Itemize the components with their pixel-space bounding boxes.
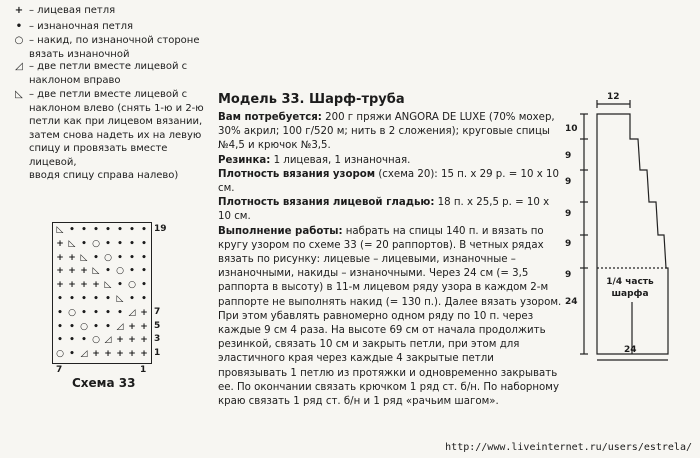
pattern-height-label: 10 [565,124,578,134]
scheme-cell: + [116,335,124,346]
scheme-cell: ◺ [68,238,76,249]
scheme-cell: • [105,294,111,304]
model-title: Модель 33. Шарф-труба [218,92,405,107]
scheme-row-number: 3 [154,334,161,345]
scheme-cell: • [141,225,147,235]
scheme-cell: • [129,252,135,263]
scheme-cell: + [140,349,148,360]
scheme-cell: • [117,252,123,263]
work-label: Выполнение работы: [218,225,343,237]
model-description [218,111,563,409]
scheme-cell: ◺ [104,280,112,291]
scheme-cell: ○ [80,321,88,332]
scheme-cell: + [56,280,64,291]
scheme-cell: • [105,238,111,249]
scheme-cell: • [57,294,63,304]
scheme-cell: • [69,335,75,346]
scheme-cell: + [68,280,76,291]
pattern-height-label: 9 [565,177,572,187]
density-pattern-text: (схема 20): 15 п. х 29 р. = 10 х 10 см. [218,168,559,195]
scheme-cell: • [81,335,87,346]
legend-text: – накид, по изнаночной стороне вязать изнаночной [29,35,200,60]
scheme-cell: • [93,307,99,318]
dot-icon: • [15,21,23,32]
scheme-row-number: 5 [154,320,161,331]
scheme-bottom-left: 7 [56,365,63,375]
scheme-cell: + [56,252,64,263]
scheme-cell: • [105,321,111,332]
scheme-cell: • [105,225,111,235]
density-pattern-label: Плотность вязания узором [218,168,376,180]
scheme-cell: + [68,252,76,263]
scheme-cell: ◿ [116,321,124,332]
scheme-row-number: 19 [154,224,167,234]
scheme-cell: • [93,321,99,332]
scheme-cell: ○ [92,238,100,249]
legend-text: – две петли вместе лицевой с наклоном вправо [29,61,188,86]
scheme-cell: • [81,238,87,249]
pattern-note: 1/4 часть шарфа [606,277,654,299]
scheme-cell: • [81,225,87,235]
legend-text: – изнаночная петля [29,21,134,32]
scheme-cell: ◿ [104,335,112,346]
scheme-cell: • [129,238,135,249]
pattern-height-label: 9 [565,151,572,161]
pattern-bottom-label: 24 [624,345,637,355]
plus-icon: + [14,5,24,16]
scheme-cell: + [140,335,148,346]
scheme-cell: + [92,349,100,360]
scheme-cell: + [56,238,64,249]
scheme-cell: ○ [116,266,124,277]
scheme-cell: ◿ [128,307,136,318]
scheme-cell: ◿ [80,349,88,360]
scheme-cell: + [116,349,124,360]
scheme-cell: • [141,294,147,304]
scheme-cell: + [104,349,112,360]
scheme-cell: + [140,321,148,332]
pattern-height-label: 9 [565,270,572,280]
scheme-cell: • [57,307,63,318]
pattern-height-label: 24 [565,297,578,307]
scheme-cell: ◺ [56,225,64,235]
scheme-cell: + [128,321,136,332]
scheme-row-number: 7 [154,306,161,317]
requirements-text: 200 г пряжи ANGORA DE LUXE (70% мохер, 30% акрил; 100 г/520 м; нить в 2 сложения); круговые спицы №4,5 и крючок №3,5. [218,112,555,152]
scheme-cell: ○ [68,307,76,318]
scheme-cell: • [141,266,147,277]
pattern-top-label: 12 [607,92,620,102]
scheme-chart [52,222,172,368]
pattern-height-label: 9 [565,239,572,249]
density-stockinette-label: Плотность вязания лицевой гладью: [218,197,435,209]
scheme-cell: • [69,321,75,332]
scheme-cell: • [117,225,123,235]
scheme-cell: • [81,294,87,304]
scheme-title: Схема 33 [72,376,136,390]
scheme-cell: • [117,307,123,318]
work-text: набрать на спицы 140 п. и вязать по кругу узором по схеме 33 (= 20 раппортов). В четных рядах вязать по рисунку: лицевые – лицевыми, изнаночные – изнаночными, накиды – изнаночными. Через 24 см (= 3,5 раппорта в высоту) в 11-м лицевом ряду узора в каждом 2-м раппорте не выполнять накид (= 130 п.). Далее вязать узором. При этом убавлять равномерно одном ряду по 10 п. через каждые 9 см 4 раза. На высоте 69 см от начала продолжить резинкой, связать 10 см и закрыть петли, при этом для эластичного края через каждые 4 закрытые петли провязывать 1 петлю из протяжки и одновременно закрывать ее. По окончании связать крючком 1 ряд ст. б/н. По наборному краю связать 1 ряд ст. б/н и 1 ряд «рачьим шагом». [218,225,562,408]
scheme-bottom-right: 1 [140,365,147,375]
scheme-cell: • [129,266,135,277]
scheme-cell: • [117,280,123,291]
scheme-cell: • [141,238,147,249]
scheme-cell: + [56,266,64,277]
scheme-cell: + [80,266,88,277]
scheme-cell: ○ [92,335,100,346]
scheme-row-number: 1 [154,348,161,359]
scheme-cell: • [69,349,75,360]
scheme-cell: • [81,307,87,318]
scheme-cell: • [105,266,111,277]
pattern-height-label: 9 [565,209,572,219]
scheme-cell: • [69,225,75,235]
scheme-cell: ◺ [116,294,124,304]
scheme-cell: • [117,238,123,249]
right-decrease-icon: ◿ [15,61,23,72]
scheme-cell: • [93,252,99,263]
scheme-cell: + [92,280,100,291]
scheme-cell: • [93,294,99,304]
rib-text: 1 лицевая, 1 изнаночная. [270,154,411,166]
scarf-pattern-diagram [560,92,700,362]
scheme-cell: + [68,266,76,277]
density-stockinette-text: 18 п. х 25,5 р. = 10 х 10 см. [218,197,550,223]
rib-label: Резинка: [218,154,271,166]
scheme-cell: ○ [128,280,136,291]
requirements-label: Вам потребуется: [218,112,322,123]
left-decrease-icon: ◺ [15,89,23,100]
scheme-cell: • [93,225,99,235]
scheme-cell: • [57,321,63,332]
scheme-cell: ◺ [80,252,88,263]
scheme-cell: ○ [56,349,64,360]
legend-text: – лицевая петля [29,5,116,16]
scheme-cell: ◺ [92,266,100,277]
scheme-cell: • [141,280,147,291]
circle-icon: ○ [14,35,24,46]
scheme-cell: • [69,294,75,304]
scheme-cell: + [128,335,136,346]
scheme-cell: ○ [104,252,112,263]
watermark-url: http://www.liveinternet.ru/users/estrela/ [445,442,692,453]
scheme-cell: + [140,307,148,318]
scheme-cell: + [128,349,136,360]
scheme-cell: + [80,280,88,291]
scheme-cell: • [105,307,111,318]
scheme-cell: • [141,252,147,263]
scheme-cell: • [129,225,135,235]
legend-text: – две петли вместе лицевой с наклоном влево (снять 1-ю и 2-ю петли как при лицевом вязании, затем снова надеть их на левую спицу и провязать вместе лицевой, вводя спицу справа налево) [29,89,204,181]
scheme-cell: • [57,335,63,346]
scheme-cell: • [129,294,135,304]
